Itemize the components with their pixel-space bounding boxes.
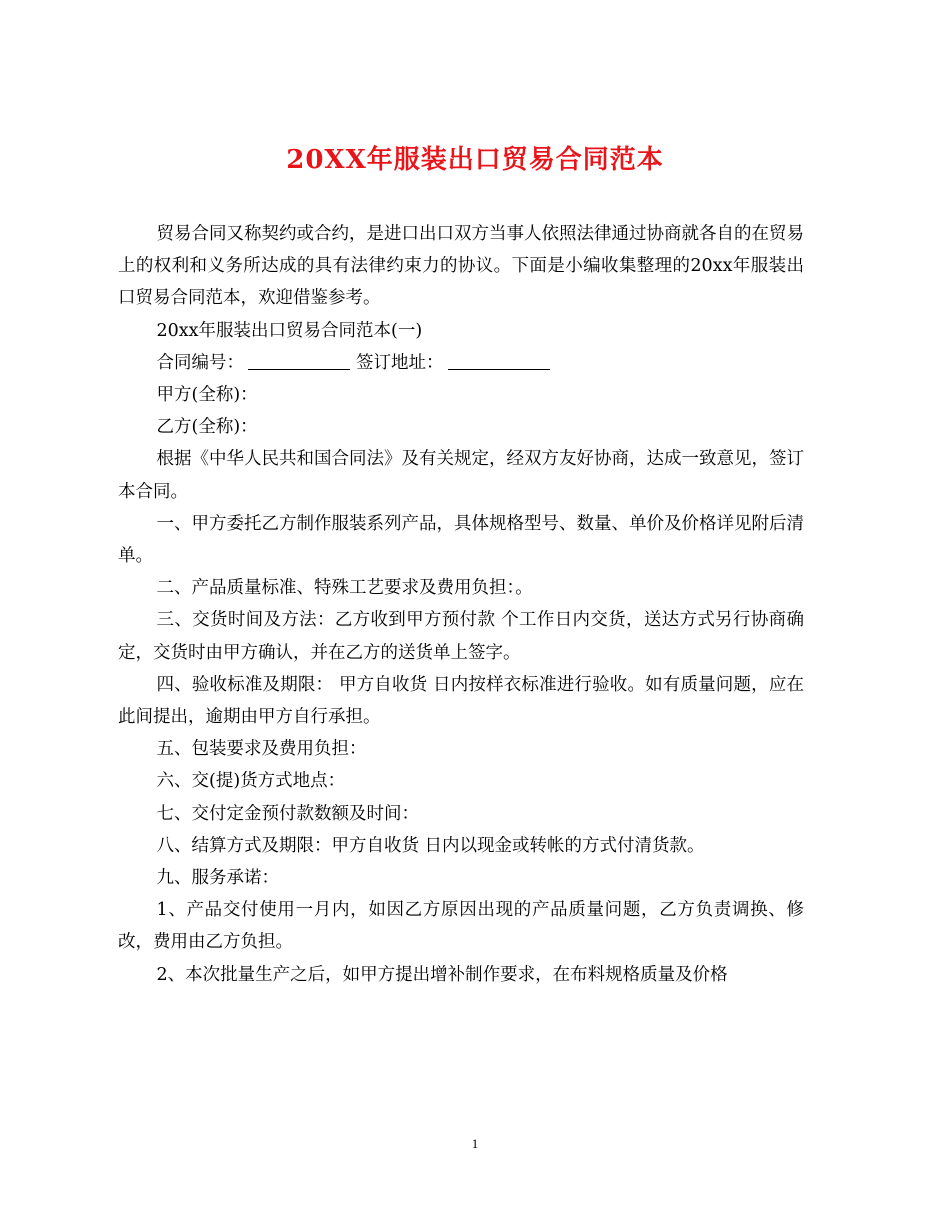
clause-4: 四、验收标准及期限： 甲方自收货 日内按样衣标准进行验收。如有质量问题，应在此间提出，逾期由甲方自行承担。 xyxy=(118,674,804,728)
clause-9: 九、服务承诺： xyxy=(156,868,279,889)
service-item-2: 2、本次批量生产之后，如甲方提出增补制作要求，在布料规格质量及价格 xyxy=(156,964,728,985)
clause-7: 七、交付定金预付款数额及时间： xyxy=(156,803,419,824)
contract-fields-line xyxy=(118,347,804,379)
contract-number-blank xyxy=(248,351,350,370)
party-a-line: 甲方(全称)： xyxy=(156,385,258,406)
clause-2: 二、产品质量标准、特殊工艺要求及费用负担：。 xyxy=(156,578,533,599)
clause-8: 八、结算方式及期限：甲方自收货 日内以现金或转帐的方式付清货款。 xyxy=(156,835,705,856)
contract-number-label: 合同编号： xyxy=(156,352,244,373)
signing-location-label: 签订地址： xyxy=(356,352,444,373)
page-number: 1 xyxy=(471,1136,479,1151)
intro-paragraph: 贸易合同又称契约或合约，是进口出口双方当事人依照法律通过协商就各自的在贸易上的权利和义务所达成的具有法律约束力的协议。下面是小编收集整理的20xx年服装出口贸易合同范本，欢迎借鉴参考。 xyxy=(118,224,804,309)
service-item-1: 1、产品交付使用一月内，如因乙方原因出现的产品质量问题，乙方负责调换、修改，费用由乙方负担。 xyxy=(118,900,804,953)
contract-basis-paragraph: 根据《中华人民共和国合同法》及有关规定，经双方友好协商，达成一致意见，签订本合同。 xyxy=(118,449,804,502)
section-heading: 20xx年服装出口贸易合同范本(一) xyxy=(156,320,423,341)
clause-6: 六、交(提)货方式地点： xyxy=(156,771,346,792)
document-title: 20XX年服装出口贸易合同范本 xyxy=(286,145,664,175)
clause-3: 三、交货时间及方法：乙方收到甲方预付款 个工作日内交货，送达方式另行协商确定，交货时由甲方确认，并在乙方的送货单上签字。 xyxy=(118,610,804,663)
signing-location-blank xyxy=(448,351,550,370)
clause-1: 一、甲方委托乙方制作服装系列产品，具体规格型号、数量、单价及价格详见附后清单。 xyxy=(118,513,804,567)
clause-5: 五、包装要求及费用负担： xyxy=(156,739,367,760)
party-b-line: 乙方(全称)： xyxy=(156,417,258,438)
document-body xyxy=(118,218,804,991)
